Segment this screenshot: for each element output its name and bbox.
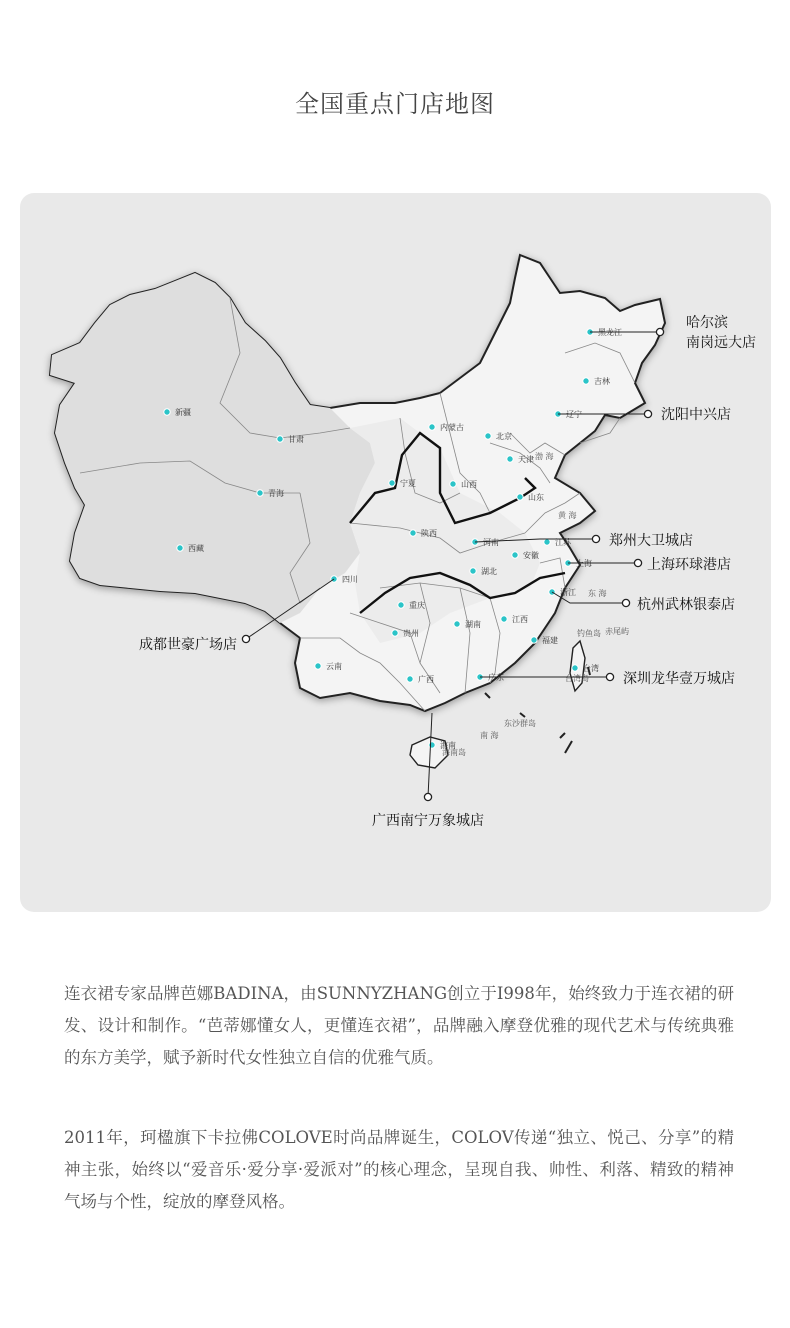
brand-intro-paragraph: 连衣裙专家品牌芭娜BADINA，由SUNNYZHANG创立于I998年，始终致力于连衣裙的研发、设计和制作。“芭蒂娜懂女人，更懂连衣裙”，品牌融入摩登优雅的现代艺术与传统典雅的东方美学，赋予新时代女性独立自信的优雅气质。: [64, 984, 734, 1067]
store-pin-icon: [656, 328, 663, 335]
province-marker-anhui: [512, 552, 518, 558]
store-name: 广西南宁万象城店: [372, 813, 484, 829]
store-name: 哈尔滨: [686, 315, 728, 331]
province-marker-shaanxi: [410, 530, 416, 536]
province-label-jiangxi: 江西: [512, 615, 528, 624]
province-marker-xizang: [177, 545, 183, 551]
province-label-anhui: 安徽: [523, 551, 539, 560]
colove-paragraph: 2011年，珂楹旗下卡拉佛COLOVE时尚品牌诞生，COLOV传递“独立、悦己、分享”的精神主张，始终以“爱音乐·爱分享·爱派对”的核心理念，呈现自我、帅性、利落、精致的精神气场与个性，绽放的摩登风格。: [64, 1128, 734, 1211]
province-label-guangdong: 广东: [488, 673, 504, 682]
province-marker-jiangsu: [544, 539, 550, 545]
province-label-henan: 河南: [483, 538, 499, 547]
province-label-shandong: 山东: [528, 493, 544, 502]
province-label-shanghai: 上海: [576, 559, 592, 568]
province-marker-fujian: [531, 637, 537, 643]
sea-label-donghai: 东 海: [588, 589, 607, 598]
province-label-qinghai: 青海: [268, 489, 284, 498]
province-label-liaoning: 辽宁: [566, 410, 582, 419]
province-label-xinjiang: 新疆: [175, 408, 191, 417]
store-pin-icon: [592, 535, 599, 542]
province-marker-jilin: [583, 378, 589, 384]
province-label-shaanxi: 陕西: [421, 529, 437, 538]
page-title: 全国重点门店地图: [295, 90, 495, 118]
province-label-gansu: 甘肃: [288, 435, 304, 444]
province-marker-taiwan: [572, 665, 578, 671]
province-marker-xinjiang: [164, 409, 170, 415]
store-map: [20, 193, 771, 912]
province-marker-hubei: [470, 568, 476, 574]
sea-label-nanhai: 南 海: [480, 731, 499, 740]
province-marker-guizhou: [392, 630, 398, 636]
store-name: 成都世豪广场店: [139, 637, 237, 653]
sea-label-huanghai: 黄 海: [558, 511, 577, 520]
store-name: 上海环球港店: [647, 557, 731, 573]
province-marker-beijing: [485, 433, 491, 439]
province-label-tianjin: 天津: [518, 455, 534, 464]
province-marker-guangxi: [407, 676, 413, 682]
sea-label-chiwei: 赤尾屿: [605, 627, 629, 636]
province-marker-yunnan: [315, 663, 321, 669]
province-marker-neimenggu: [429, 424, 435, 430]
province-marker-shanxi: [450, 481, 456, 487]
store-callout-shenzhen[interactable]: [480, 670, 735, 687]
store-pin-icon: [622, 599, 629, 606]
province-marker-chongqing: [398, 602, 404, 608]
sea-label-hainandao: 海南岛: [442, 748, 466, 757]
store-name: 南岗远大店: [686, 335, 756, 351]
province-label-hunan: 湖南: [465, 620, 481, 629]
province-marker-tianjin: [507, 456, 513, 462]
store-name: 杭州武林银泰店: [637, 597, 735, 613]
province-label-guizhou: 贵州: [403, 629, 419, 638]
store-pin-icon: [242, 635, 249, 642]
store-pin-icon: [424, 793, 431, 800]
store-callout-nanning[interactable]: [372, 713, 484, 829]
province-label-guangxi: 广西: [418, 675, 434, 684]
province-label-neimenggu: 内蒙古: [440, 423, 464, 432]
province-label-xizang: 西藏: [188, 544, 204, 553]
province-marker-gansu: [277, 436, 283, 442]
western-region-fill: [50, 273, 375, 623]
province-label-hubei: 湖北: [481, 567, 497, 576]
store-callout-shanghai[interactable]: [568, 557, 731, 573]
province-marker-shandong: [517, 494, 523, 500]
sea-label-taiwandao: 台湾岛: [565, 674, 589, 683]
province-marker-hunan: [454, 621, 460, 627]
province-label-ningxia: 宁夏: [400, 479, 416, 488]
province-label-sichuan: 四川: [342, 575, 358, 584]
sea-label-diaoyu: 钓鱼岛: [577, 629, 601, 638]
sea-label-dongsha: 东沙群岛: [504, 719, 536, 728]
store-pin-icon: [644, 410, 651, 417]
province-label-yunnan: 云南: [326, 662, 342, 671]
store-pin-icon: [606, 673, 613, 680]
store-callout-hangzhou[interactable]: [552, 592, 735, 613]
province-label-chongqing: 重庆: [409, 601, 425, 610]
province-label-taiwan: 台湾: [583, 664, 599, 673]
province-label-jilin: 吉林: [594, 377, 610, 386]
sea-label-bohai: 渤 海: [535, 452, 554, 461]
store-name: 沈阳中兴店: [661, 407, 731, 423]
province-label-heilongjiang: 黑龙江: [598, 328, 622, 337]
china-map: [20, 193, 771, 912]
province-marker-hainan: [429, 742, 435, 748]
province-label-hainan: 海南: [440, 741, 456, 750]
province-label-jiangsu: 江苏: [555, 538, 571, 547]
province-marker-qinghai: [257, 490, 263, 496]
store-name: 郑州大卫城店: [609, 533, 693, 549]
province-label-zhejiang: 浙江: [560, 588, 576, 597]
province-label-shanxi: 山西: [461, 480, 477, 489]
store-pin-icon: [634, 559, 641, 566]
province-marker-jiangxi: [501, 616, 507, 622]
store-name: 深圳龙华壹万城店: [623, 671, 735, 687]
province-marker-ningxia: [389, 480, 395, 486]
province-label-fujian: 福建: [542, 636, 558, 645]
province-label-beijing: 北京: [496, 432, 512, 441]
